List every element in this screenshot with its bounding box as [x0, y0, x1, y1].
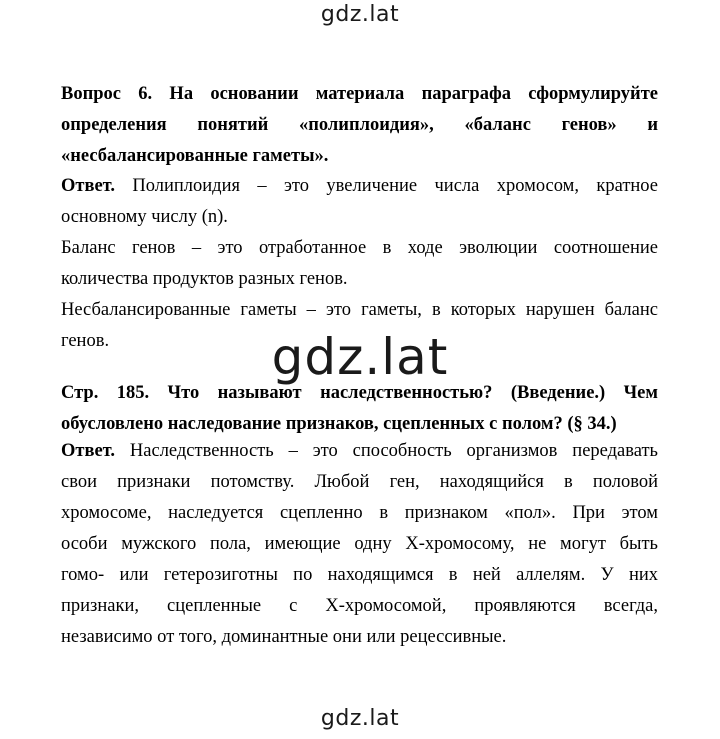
answer-185-line-2: свои признаки потомству. Любой ген, находящийся в половой: [61, 472, 658, 492]
answer-6-label: Ответ.: [61, 176, 116, 196]
question-6: [61, 79, 658, 172]
answer-6-p1-line-1: Полиплоидия – это увеличение числа хромосом, кратное: [115, 176, 658, 196]
answer-6-p2-line-1: Баланс генов – это отработанное в ходе эволюции соотношение: [61, 238, 658, 258]
watermark-middle: gdz.lat: [271, 328, 449, 386]
question-185-line-1: Стр. 185. Что называют наследственностью? (Введение.) Чем: [61, 383, 658, 403]
answer-185-line-6: признаки, сцепленные с Х-хромосомой, проявляются всегда,: [61, 596, 658, 616]
answer-6-line-1: [61, 171, 658, 202]
answer-185-line-7: независимо от того, доминантные они или рецессивные.: [61, 627, 507, 647]
question-6-line-1: Вопрос 6. На основании материала параграфа сформулируйте: [61, 84, 658, 104]
answer-6-p3-line-2: генов.: [61, 331, 110, 351]
answer-6-p1-line-2: основному числу (n).: [61, 207, 228, 227]
answer-185-label: Ответ.: [61, 441, 116, 461]
answer-185-line-5: гомо- или гетерозиготны по находящимся в ней аллелям. У них: [61, 565, 658, 585]
answer-6-p3-line-1: Несбалансированные гаметы – это гаметы, в которых нарушен баланс: [61, 300, 658, 320]
answer-185-line-4: особи мужского пола, имеющие одну Х-хромосому, не могут быть: [61, 534, 658, 554]
question-6-line-2: определения понятий «полиплоидия», «баланс генов» и: [61, 115, 658, 135]
question-6-line-3: «несбалансированные гаметы».: [61, 146, 329, 166]
answer-185-line-1: [61, 436, 658, 467]
question-185-line-2: обусловлено наследование признаков, сцепленных с полом? (§ 34.): [61, 414, 617, 434]
answer-6-p2-line-2: количества продуктов разных генов.: [61, 269, 348, 289]
answer-185-line-3: хромосоме, наследуется сцепленно в признаком «пол». При этом: [61, 503, 658, 523]
question-185: [61, 378, 658, 440]
answer-185: [61, 436, 658, 653]
watermark-bottom: gdz.lat: [320, 706, 400, 731]
answer-185-text-line-1: Наследственность – это способность организмов передавать: [115, 441, 658, 461]
watermark-top: gdz.lat: [320, 2, 400, 27]
